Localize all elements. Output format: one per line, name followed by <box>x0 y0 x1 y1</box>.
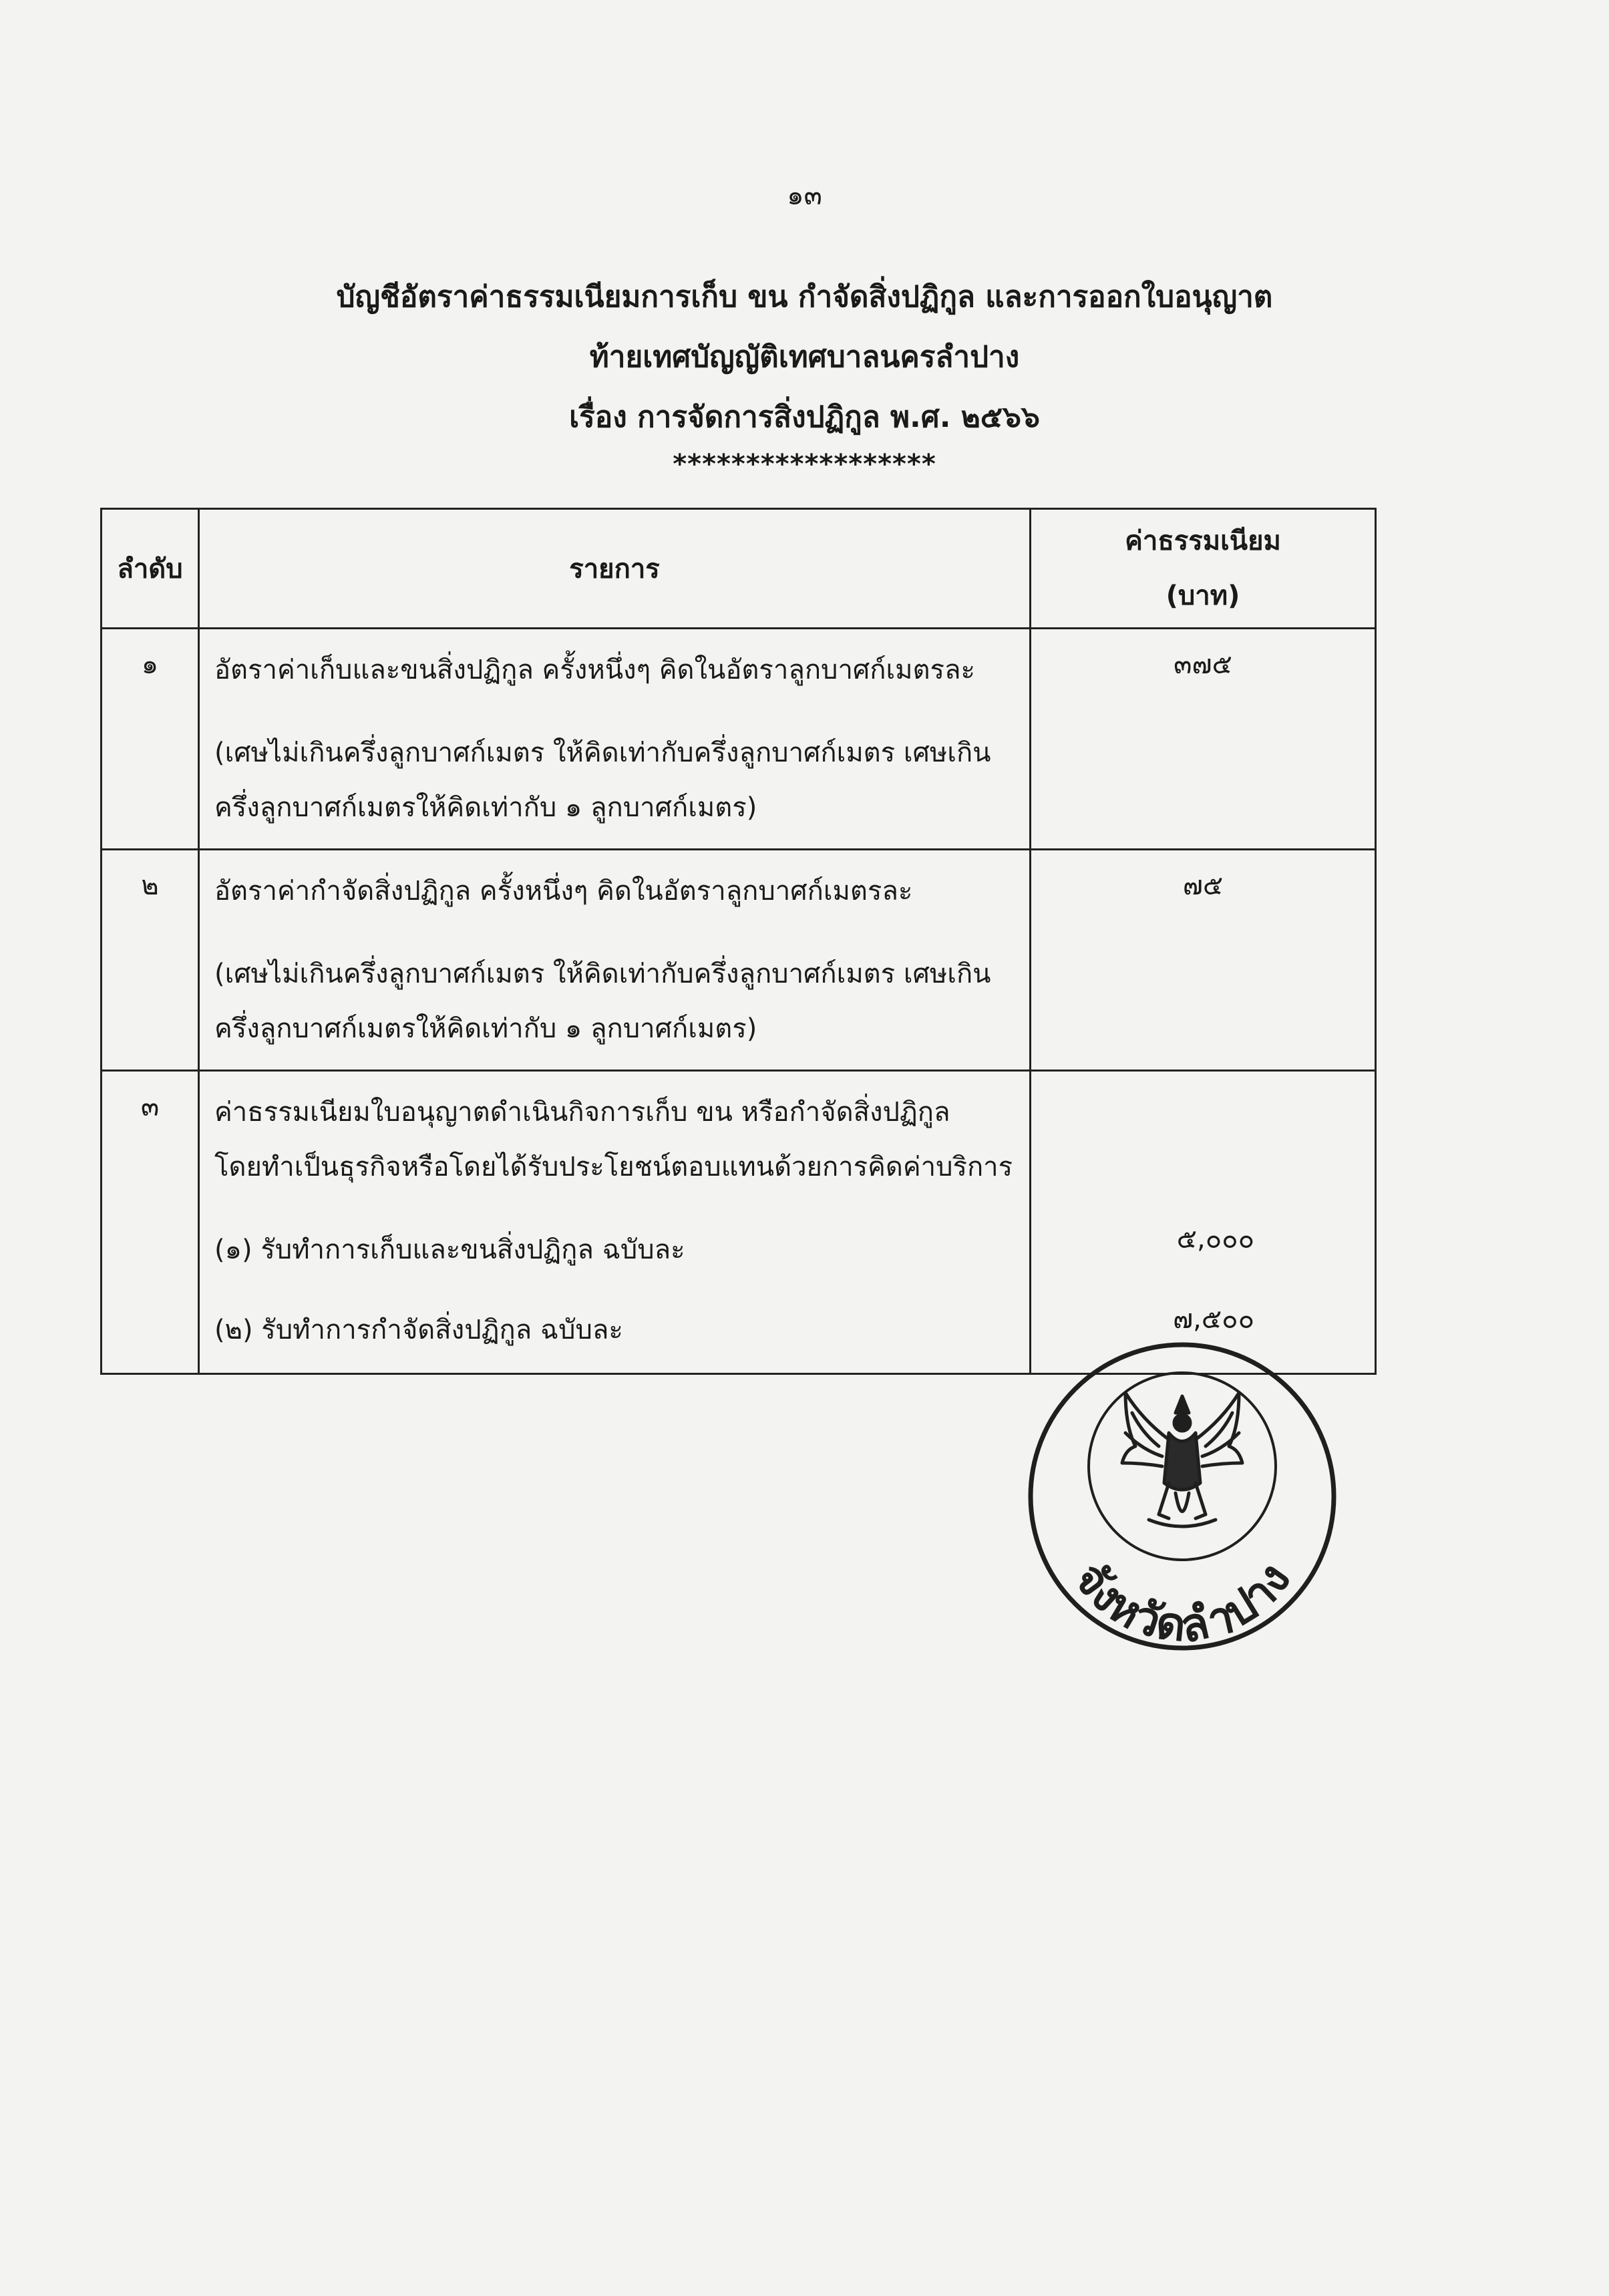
title-line-1: บัญชีอัตราค่าธรรมเนียมการเก็บ ขน กำจัดสิ่งปฏิกูล และการออกใบอนุญาต <box>336 280 1273 314</box>
header-fee-line2: (บาท) <box>1166 581 1240 611</box>
row-note-line2: ครึ่งลูกบาศก์เมตรให้คิดเท่ากับ ๑ ลูกบาศก์เมตร) <box>214 792 757 823</box>
document-title <box>0 267 1609 481</box>
row-sub2-text: (๒) รับทำการกำจัดสิ่งปฏิกูล ฉบับละ <box>214 1315 623 1345</box>
header-item: รายการ <box>199 509 1031 629</box>
page-number: ๑๓ <box>787 180 822 211</box>
row-note-line2: ครึ่งลูกบาศก์เมตรให้คิดเท่ากับ ๑ ลูกบาศก์เมตร) <box>214 1013 757 1044</box>
row-item-text: อัตราค่าเก็บและขนสิ่งปฏิกูล ครั้งหนึ่งๆ คิดในอัตราลูกบาศก์เมตรละ <box>214 655 976 685</box>
svg-text:จังหวัดลำปาง <box>1063 1553 1302 1653</box>
header-fee <box>1031 509 1376 629</box>
garuda-emblem-icon <box>1122 1393 1242 1526</box>
row-item <box>199 1071 1031 1374</box>
row-item-text-line1: ค่าธรรมเนียมใบอนุญาตดำเนินกิจการเก็บ ขน หรือกำจัดสิ่งปฏิกูล <box>214 1097 950 1128</box>
row-seq: ๓ <box>102 1071 199 1374</box>
header-fee-line1: ค่าธรรมเนียม <box>1125 526 1281 556</box>
row-seq: ๑ <box>102 629 199 850</box>
official-seal <box>1025 1339 1339 1653</box>
title-line-2: ท้ายเทศบัญญัติเทศบาลนครลำปาง <box>589 340 1020 374</box>
table-row <box>102 629 1376 850</box>
title-line-3: เรื่อง การจัดการสิ่งปฏิกูล พ.ศ. ๒๕๖๖ <box>569 400 1040 434</box>
row-item-text: อัตราค่ากำจัดสิ่งปฏิกูล ครั้งหนึ่งๆ คิดในอัตราลูกบาศก์เมตรละ <box>214 876 913 907</box>
table-header-row <box>102 509 1376 629</box>
row-fee <box>1031 1071 1376 1374</box>
table-row <box>102 1071 1376 1374</box>
row-sub2-fee: ๗,๕๐๐ <box>1173 1304 1254 1335</box>
fee-table <box>100 508 1377 1375</box>
seal-text: จังหวัดลำปาง <box>1063 1553 1302 1653</box>
row-seq: ๒ <box>102 850 199 1071</box>
table-row <box>102 850 1376 1071</box>
row-item <box>199 850 1031 1071</box>
row-sub1-text: (๑) รับทำการเก็บและขนสิ่งปฏิกูล ฉบับละ <box>214 1235 685 1265</box>
header-seq: ลำดับ <box>102 509 199 629</box>
title-divider-stars: ****************** <box>673 449 936 480</box>
row-note-line1: (เศษไม่เกินครึ่งลูกบาศก์เมตร ให้คิดเท่ากับครึ่งลูกบาศก์เมตร เศษเกิน <box>214 959 991 989</box>
row-sub1-fee: ๕,๐๐๐ <box>1176 1224 1254 1255</box>
row-fee: ๓๗๕ <box>1031 629 1376 850</box>
row-item <box>199 629 1031 850</box>
row-note-line1: (เศษไม่เกินครึ่งลูกบาศก์เมตร ให้คิดเท่ากับครึ่งลูกบาศก์เมตร เศษเกิน <box>214 737 991 768</box>
row-item-text-line2: โดยทำเป็นธุรกิจหรือโดยได้รับประโยชน์ตอบแทนด้วยการคิดค่าบริการ <box>214 1152 1013 1182</box>
row-fee: ๗๕ <box>1031 850 1376 1071</box>
